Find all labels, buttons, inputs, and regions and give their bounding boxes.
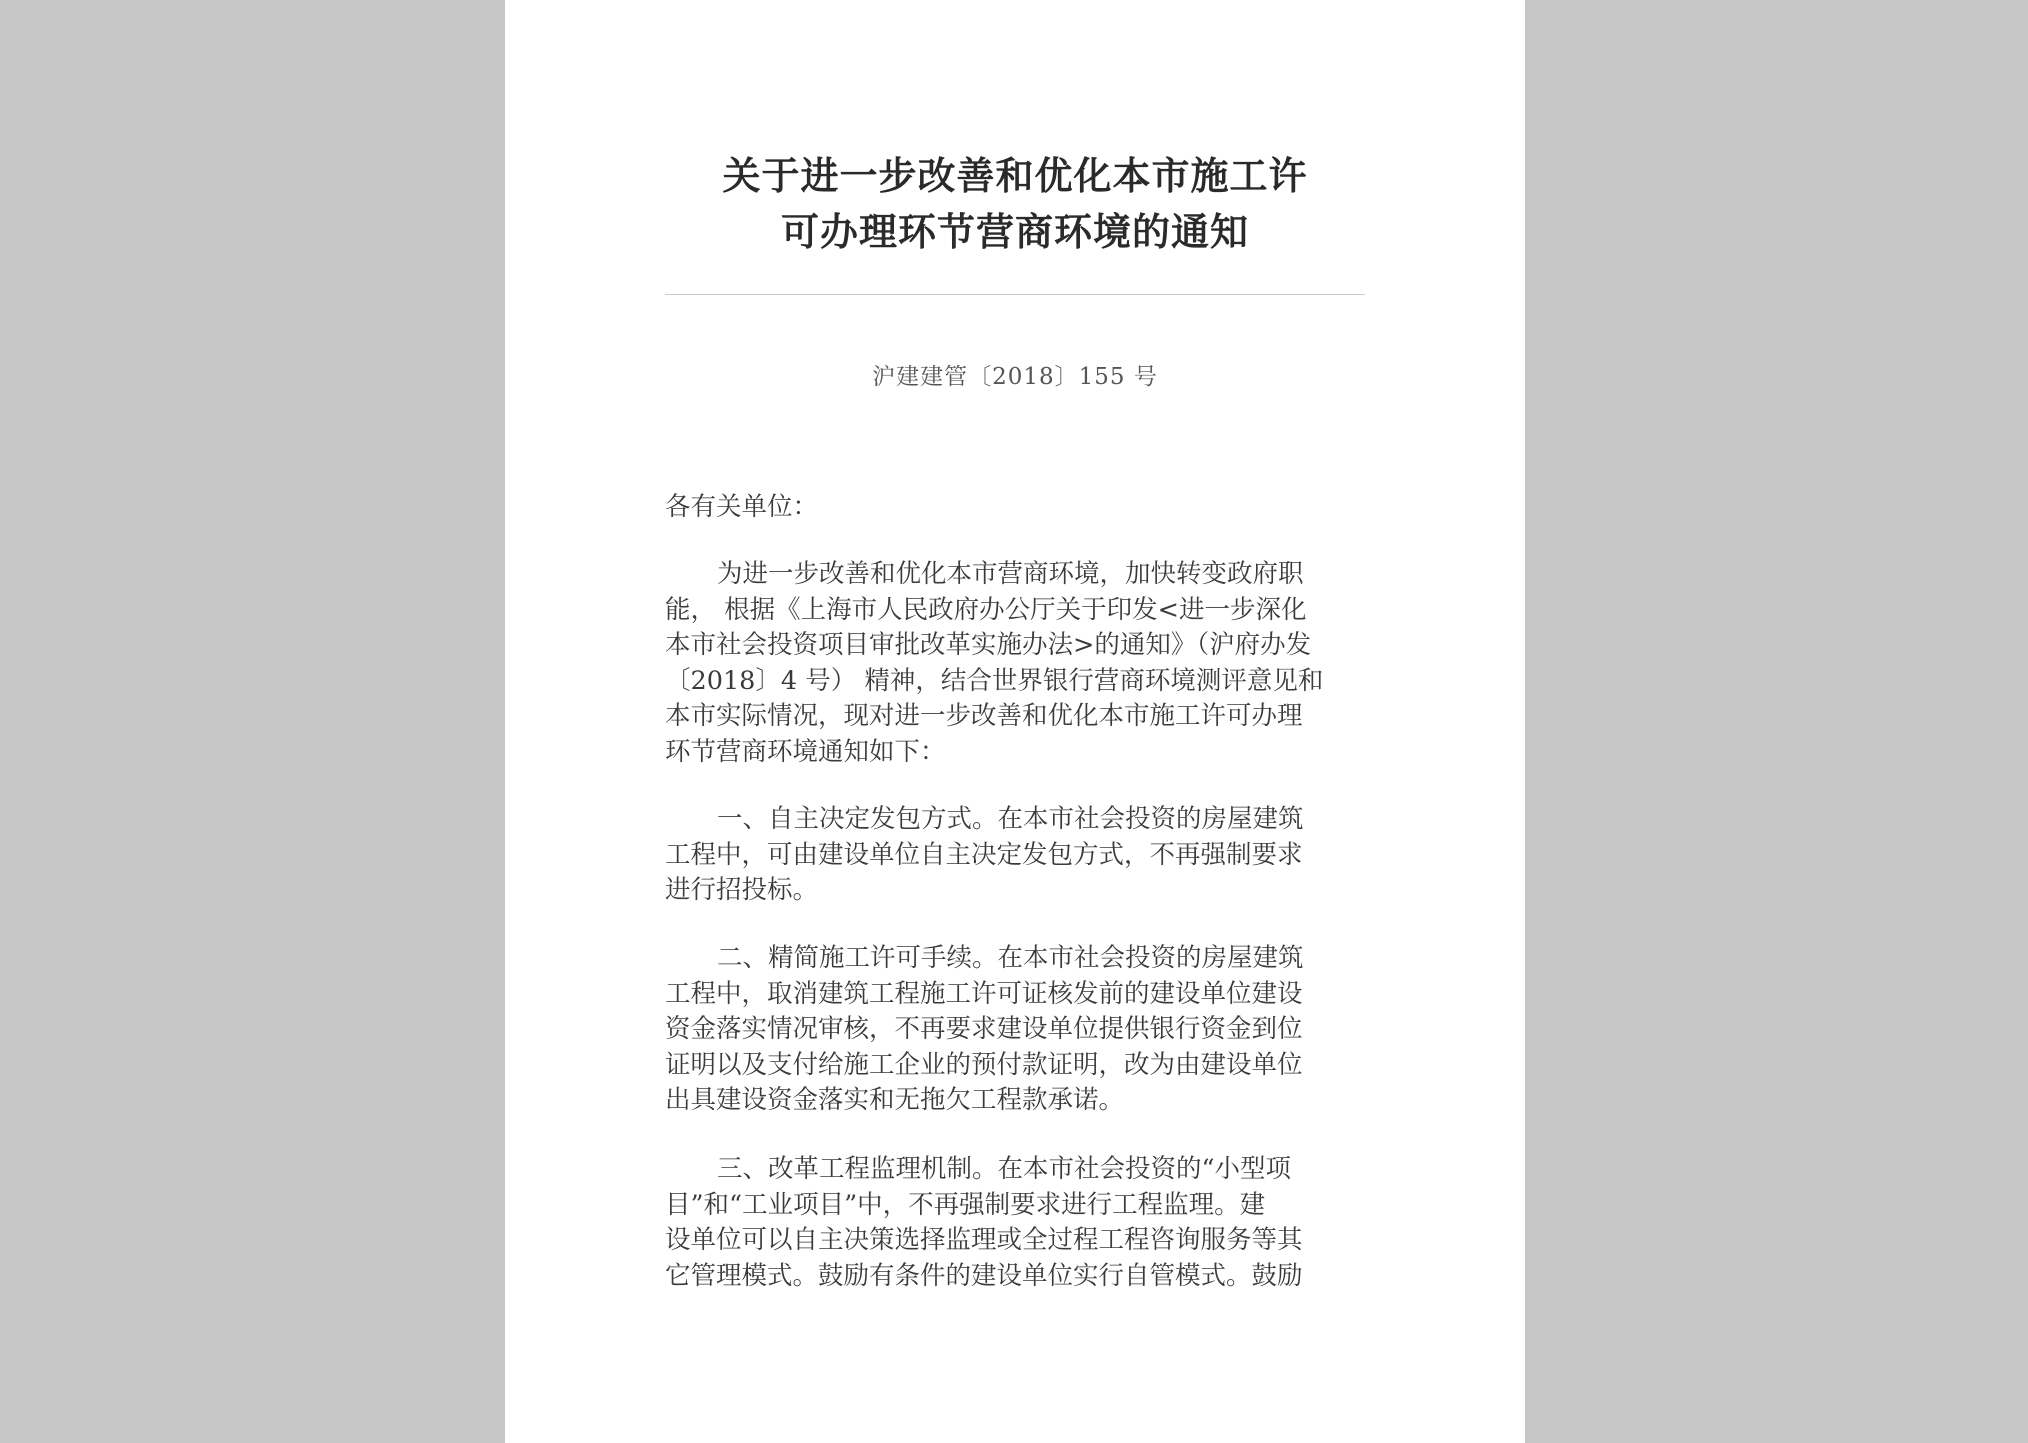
title-line-1: 关于进一步改善和优化本市施工许 (722, 153, 1308, 198)
paragraph-line: 三、改革工程监理机制。在本市社会投资的“小型项 (717, 1154, 1292, 1184)
paragraph-3 (665, 941, 1365, 1119)
paragraph-line: 一、自主决定发包方式。在本市社会投资的房屋建筑 (717, 804, 1304, 834)
paragraph-line: 本市社会投资项目审批改革实施办法>的通知》（沪府办发 (665, 630, 1312, 661)
salutation (665, 490, 1365, 526)
paragraph-line: 〔2018〕4 号） 精神，结合世界银行营商环境测评意见和 (665, 665, 1324, 696)
paragraph-line: 工程中，可由建设单位自主决定发包方式，不再强制要求 (665, 839, 1303, 870)
paragraph-line: 能， 根据《上海市人民政府办公厅关于印发<进一步深化 (665, 594, 1307, 625)
paragraph-line: 它管理模式。鼓励有条件的建设单位实行自管模式。鼓励 (665, 1260, 1303, 1291)
paragraph-line: 为进一步改善和优化本市营商环境，加快转变政府职 (717, 559, 1304, 589)
paragraph-line: 进行招投标。 (665, 875, 819, 906)
paragraph-line: 设单位可以自主决策选择监理或全过程工程咨询服务等其 (665, 1225, 1303, 1256)
paragraph-1 (665, 557, 1365, 771)
title-divider (665, 294, 1365, 295)
paragraph-line: 环节营商环境通知如下： (665, 736, 946, 767)
document-title (505, 148, 1525, 260)
paragraph-line: 证明以及支付给施工企业的预付款证明，改为由建设单位 (665, 1049, 1303, 1080)
document-page (505, 0, 1525, 1443)
paragraph-line: 出具建设资金落实和无拖欠工程款承诺。 (665, 1085, 1125, 1116)
paragraph-line: 目”和“工业项目”中，不再强制要求进行工程监理。建 (665, 1189, 1266, 1220)
paragraph-line: 二、精简施工许可手续。在本市社会投资的房屋建筑 (717, 943, 1304, 973)
paragraph-2 (665, 802, 1365, 909)
paragraph-4 (665, 1152, 1365, 1294)
paragraph-line: 工程中，取消建筑工程施工许可证核发前的建设单位建设 (665, 978, 1303, 1009)
paragraph-line: 本市实际情况，现对进一步改善和优化本市施工许可办理 (665, 701, 1303, 732)
title-line-2: 可办理环节营商环境的通知 (780, 209, 1249, 254)
document-number: 沪建建管〔2018〕155 号 (872, 364, 1158, 390)
salutation-text: 各有关单位： (665, 492, 819, 522)
paragraph-line: 资金落实情况审核，不再要求建设单位提供银行资金到位 (665, 1014, 1303, 1045)
